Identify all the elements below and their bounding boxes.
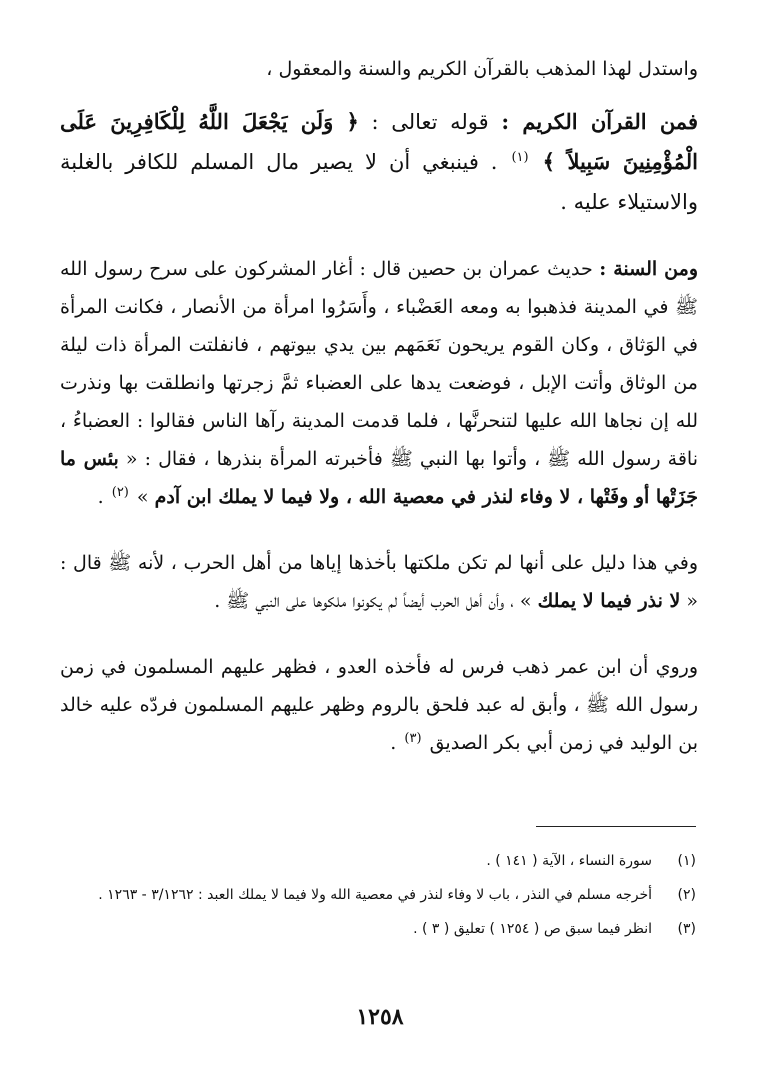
hadith-quote: بئس ما جَزَتْها أو وفَتْها ، لا وفاء لنذر في معصية الله ، ولا فيما لا يملك ابن آدم bbox=[60, 448, 698, 508]
footnotes bbox=[60, 844, 696, 946]
footnote-text: سورة النساء ، الآية ( ١٤١ ) . bbox=[486, 853, 652, 869]
evidence-text-after: » ، وأن أهل الحرب أيضاً لم يكونوا ملكوها على النبي ﷺ . bbox=[214, 590, 538, 612]
footnote-text: انظر فيما سبق ص ( ١٢٥٤ ) تعليق ( ٣ ) . bbox=[413, 921, 652, 937]
hadith-close: » bbox=[136, 486, 155, 508]
sunnah-lead: ومن السنة : bbox=[599, 258, 698, 280]
quran-paragraph bbox=[60, 102, 698, 222]
footnote-item bbox=[60, 912, 696, 946]
footnote-number: (٣) bbox=[677, 921, 696, 937]
sunnah-paragraph bbox=[60, 250, 698, 516]
footnote-text: أخرجه مسلم في النذر ، باب لا وفاء لنذر في معصية الله ولا فيما لا يملك العبد : ٣/١٢٦٢ - ١٢٦٣ . bbox=[98, 887, 652, 903]
intro-text: واستدل لهذا المذهب بالقرآن الكريم والسنة والمعقول ، bbox=[266, 58, 698, 80]
sunnah-text: حديث عمران بن حصين قال : أغار المشركون على سرح رسول الله ﷺ في المدينة فذهبوا به ومعه العَضْباء ، وأَسَرُوا امرأة من الأنصار ، فكانت المرأة في الوَثاق ، وكان القوم يريحون نَعَمَهم بين يدي بيوتهم ، فانفلتت المرأة ذات ليلة من الوثاق وأتت الإبل ، فوضعت يدها على العضباء ثمَّ زجرتها وانطلقت بها ونذرت لله إن نجاها الله عليها لتنحرنَّها ، فلما قدمت المدينة رآها الناس فقالوا : العضباءُ ، ناقة رسول الله ﷺ ، وأتوا بها النبي ﷺ فأخبرته المرأة بنذرها ، فقال : « bbox=[60, 258, 699, 470]
evidence-text: وفي هذا دليل على أنها لم تكن ملكتها بأخذها إياها من أهل الحرب ، لأنه ﷺ قال : « bbox=[60, 552, 698, 612]
evidence-quote: لا نذر فيما لا يملك bbox=[537, 590, 681, 612]
footnote-item bbox=[60, 844, 696, 878]
ibn-umar-paragraph bbox=[60, 648, 698, 762]
page-body bbox=[60, 50, 698, 790]
quran-text-after: . فينبغي أن لا يصير مال المسلم للكافر بالغلبة والاستيلاء عليه . bbox=[60, 150, 698, 214]
quran-text-before: قوله تعالى : bbox=[358, 110, 502, 134]
footnote-item bbox=[60, 878, 696, 912]
footnote-ref-2[interactable]: (٢) bbox=[111, 484, 129, 500]
quran-verse: ﴿ وَلَن يَجْعَلَ اللَّهُ لِلْكَافِرِينَ عَلَى الْمُؤْمِنِينَ سَبِيلاً ﴾ bbox=[60, 109, 698, 174]
quran-lead: فمن القرآن الكريم : bbox=[501, 109, 698, 134]
footnote-number: (١) bbox=[677, 853, 696, 869]
footnote-divider bbox=[536, 826, 696, 827]
footnote-ref-1[interactable]: (١) bbox=[511, 150, 529, 165]
page-number: ١٢٥٨ bbox=[356, 1004, 404, 1030]
sunnah-end: . bbox=[97, 486, 110, 508]
intro-line bbox=[60, 50, 698, 88]
footnote-ref-3[interactable]: (٣) bbox=[404, 730, 422, 746]
ibn-umar-end: . bbox=[390, 732, 403, 754]
evidence-paragraph bbox=[60, 544, 698, 620]
ibn-umar-text: وروي أن ابن عمر ذهب فرس له فأخذه العدو ، فظهر عليهم المسلمون في زمن رسول الله ﷺ ، وأبق له عبد فلحق بالروم وظهر عليهم المسلمون فردّه عليه خالد بن الوليد في زمن أبي بكر الصديق bbox=[60, 656, 698, 754]
footnote-number: (٢) bbox=[677, 887, 696, 903]
